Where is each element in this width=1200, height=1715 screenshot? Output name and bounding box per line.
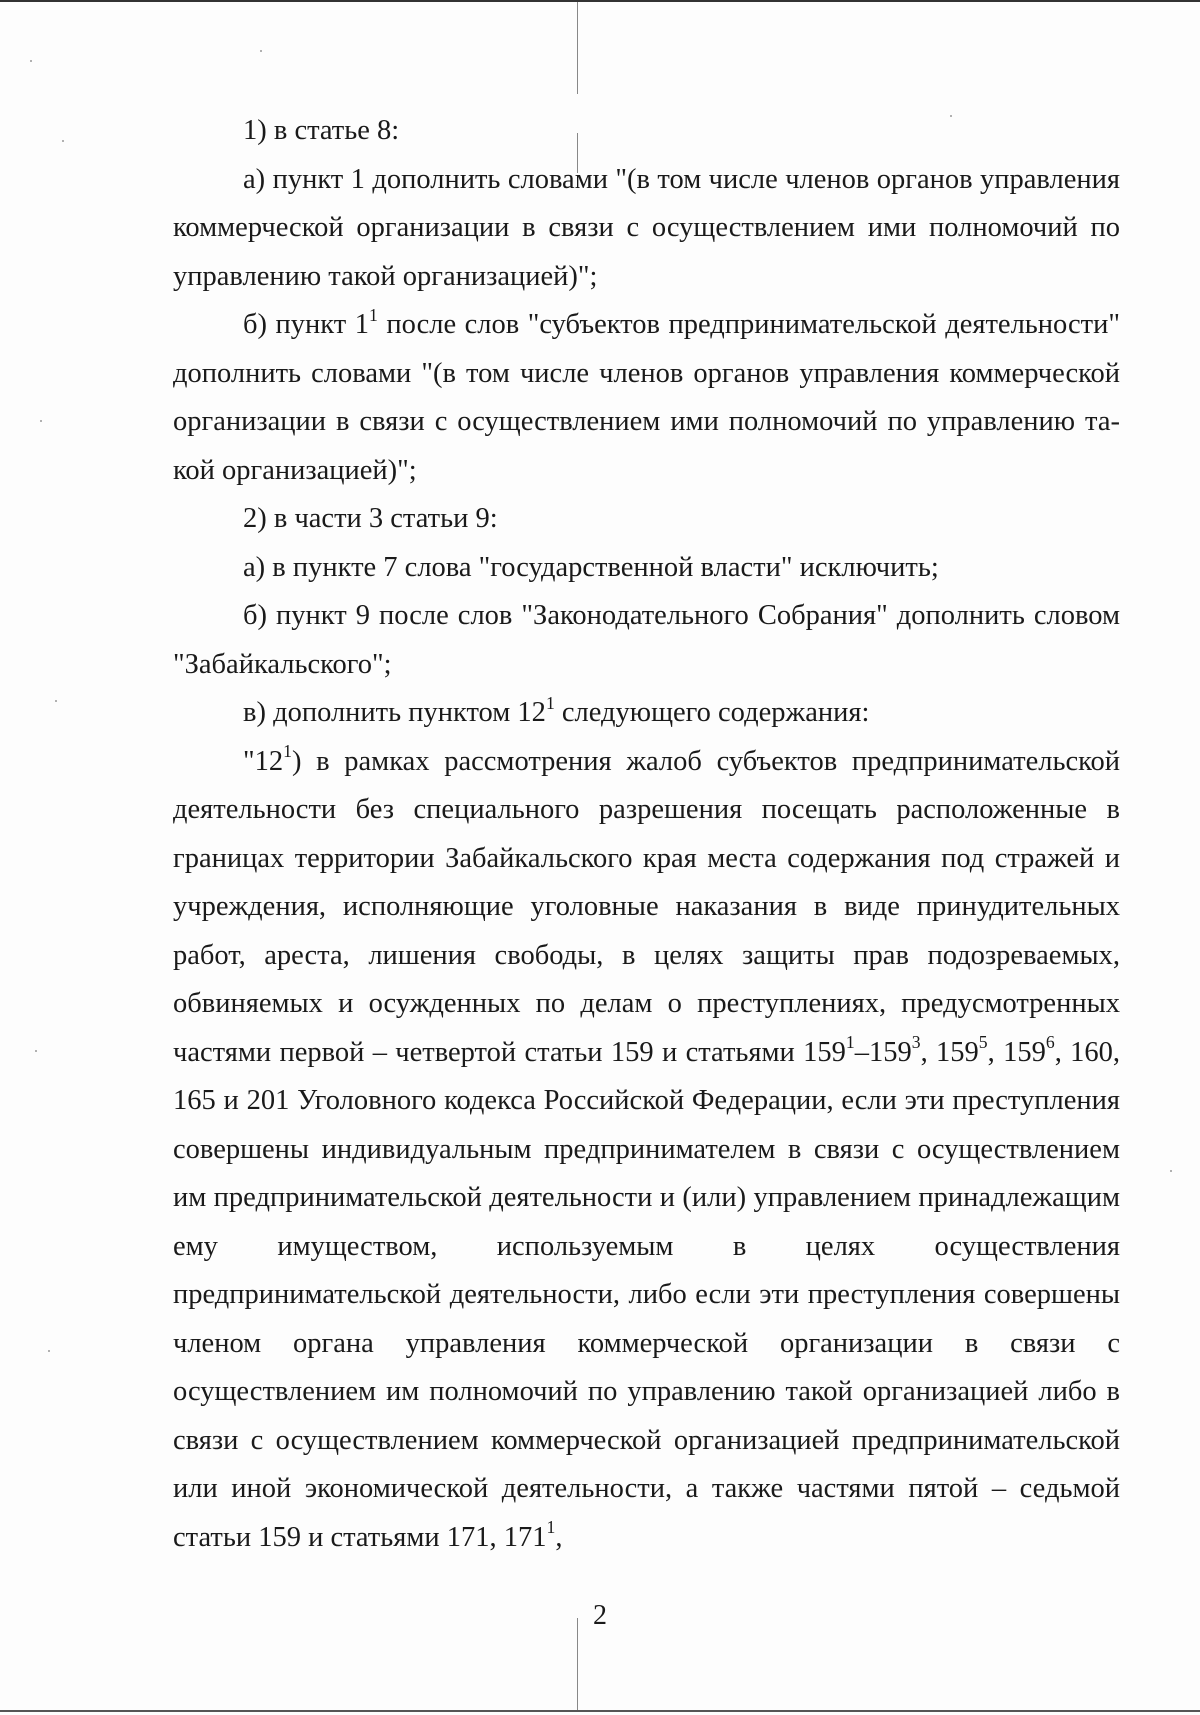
paragraph-5 [173, 544, 1120, 593]
paragraph-4-text: 2) в части 3 статьи 9: [243, 503, 498, 534]
paragraph-3-part: после слов "субъектов предпринимательской деятельности" дополнить словами "(в том числе членов органов управления коммерческой организации в связи с осуществлением ими полномочий по управлению такой организацией)"; [173, 309, 1120, 486]
scan-speck [55, 700, 57, 702]
top-edge-line [0, 0, 1200, 2]
superscript: 5 [978, 1032, 988, 1053]
superscript: 1 [545, 692, 555, 713]
paragraph-8 [173, 738, 1120, 1563]
paragraph-1-text: 1) в статье 8: [243, 115, 400, 146]
paragraph-3-part: б) пункт 1 [243, 309, 369, 340]
paragraph-4 [173, 495, 1120, 544]
paragraph-6-text: б) пункт 9 после слов "Законодательного Собрания" дополнить словом "Забайкальского"; [173, 600, 1120, 680]
scan-speck [30, 60, 32, 62]
paragraph-8-part: , 159 [920, 1036, 979, 1068]
paragraph-8-part: , [555, 1521, 563, 1553]
superscript: 1 [546, 1517, 556, 1538]
bottom-edge-line [0, 1710, 1200, 1712]
paragraph-1 [173, 107, 1120, 156]
fold-line-top [577, 2, 578, 94]
superscript: 1 [845, 1032, 855, 1053]
scan-speck [40, 420, 42, 422]
paragraph-2 [173, 156, 1120, 302]
paragraph-2-text: а) пункт 1 дополнить словами "(в том числе членов органов управления коммерческой организации в связи с осуществлением ими полномочий по управлению такой организацией)"; [173, 163, 1120, 292]
paragraph-7-part: следующего содержания: [554, 697, 870, 728]
paragraph-8-part: –159 [854, 1036, 912, 1068]
page-number: 2 [593, 1600, 607, 1631]
paragraph-8-part: "12 [243, 745, 284, 777]
paragraph-7-part: в) дополнить пунктом 12 [243, 697, 546, 728]
scan-speck [48, 1350, 50, 1352]
superscript: 1 [369, 304, 378, 325]
document-body [173, 107, 1120, 1562]
superscript: 1 [283, 741, 292, 762]
paragraph-6 [173, 592, 1120, 689]
paragraph-8-part: ) в рамках рассмотрения жалоб субъектов предпринимательской деятельности без специального разрешения посещать расположенные в границах территории Забайкальского края места содержания под стражей и учреждения, исполняющие уголовные наказания в виде принудительных работ, ареста, лишения свободы, в целях защиты прав подозреваемых, обвиняемых и осужденных по делам о преступлениях, предусмотренных частями первой – четвертой статьи 159 и статьями 159 [173, 745, 1120, 1068]
scan-speck [62, 140, 64, 142]
paragraph-3 [173, 301, 1120, 495]
scan-speck [950, 115, 952, 117]
scan-speck [260, 50, 262, 52]
superscript: 3 [911, 1032, 921, 1053]
scan-speck [35, 1050, 37, 1052]
paragraph-8-part: , 160, 165 и 201 Уголовного кодекса Российской Федерации, если эти преступления совершены индивидуальным предпринимателем в связи с осуществлением им предпринимательской деятельности и (или) управлением принадлежащим ему имуществом, используемым в целях осуществления предпринимательской деятельности, либо если эти преступления совершены членом органа управления коммерческой организации в связи с осуществлением им полномочий по управлению такой организацией либо в связи с осуществлением коммерческой организацией предпринимательской или иной экономической деятельности, а также частями пятой – седьмой статьи 159 и статьями 171, 171 [173, 1036, 1121, 1553]
paragraph-7 [173, 689, 1120, 738]
paragraph-8-part: , 159 [987, 1036, 1046, 1068]
superscript: 6 [1045, 1032, 1055, 1053]
scan-speck [1170, 1170, 1172, 1172]
paragraph-5-text: а) в пункте 7 слова "государственной власти" исключить; [243, 551, 939, 583]
